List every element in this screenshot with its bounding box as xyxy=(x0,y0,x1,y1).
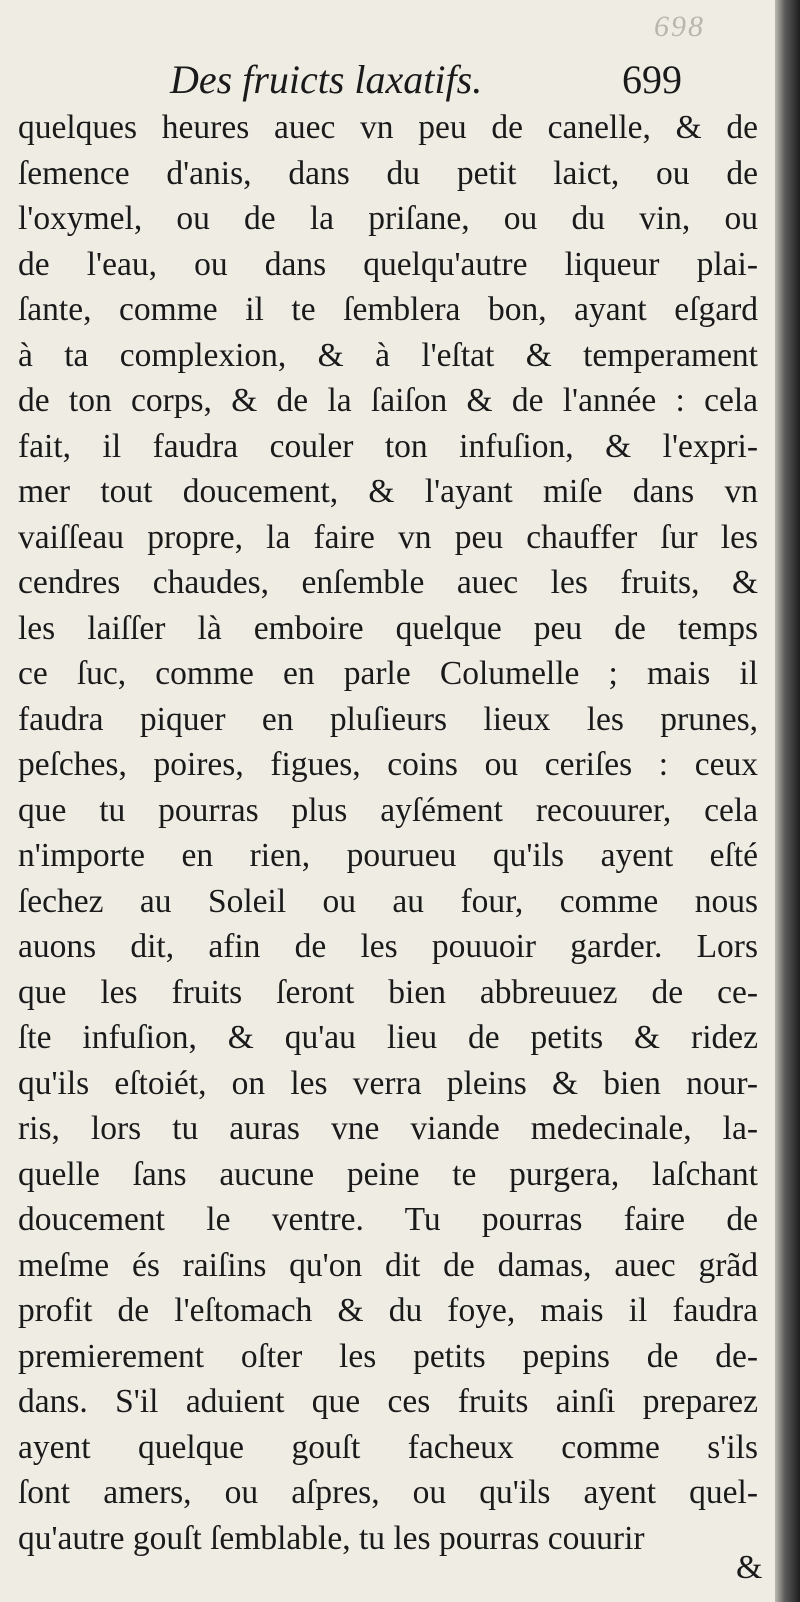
text-line: doucement le ventre. Tu pourras faire de xyxy=(18,1201,758,1238)
text-line: profit de l'eſtomach & du foye, mais il faudra xyxy=(18,1292,758,1329)
page-header xyxy=(0,50,775,110)
text-line: ayent quelque gouſt facheux comme s'ils xyxy=(18,1428,758,1466)
text-line: premierement oſter les petits pepins de de- xyxy=(18,1337,758,1375)
text-line: ſechez au Soleil ou au four, comme nous xyxy=(18,882,758,920)
text-line: ſont amers, ou aſpres, ou qu'ils ayent quel- xyxy=(18,1474,758,1511)
text-line: ris, lors tu auras vne viande medecinale, la- xyxy=(18,1110,758,1147)
running-title: Des fruicts laxatifs. xyxy=(170,57,483,102)
text-line: fait, il faudra couler ton infuſion, & l'expri- xyxy=(18,427,758,465)
text-line: faudra piquer en pluſieurs lieux les prunes, xyxy=(18,700,758,738)
text-line: qu'autre gouſt ſemblable, tu les pourras couurir xyxy=(18,1519,645,1557)
text-line: cendres chaudes, enſemble auec les fruits, & xyxy=(18,564,758,601)
text-line: dans. S'il aduient que ces fruits ainſi preparez xyxy=(18,1383,758,1420)
text-line: ſte infuſion, & qu'au lieu de petits & ridez xyxy=(18,1019,758,1056)
bleed-through-page-number: 698 xyxy=(654,10,705,43)
text-line: n'importe en rien, pourueu qu'ils ayent eſté xyxy=(18,837,758,874)
text-line: les laiſſer là emboire quelque peu de temps xyxy=(18,609,758,647)
text-line: mer tout doucement, & l'ayant miſe dans vn xyxy=(18,473,758,510)
body-text xyxy=(18,105,758,1561)
text-line: de l'eau, ou dans quelqu'autre liqueur plai- xyxy=(18,245,758,283)
catchword: & xyxy=(736,1549,763,1586)
text-line: peſches, poires, figues, coins ou ceriſes : ceux xyxy=(18,746,758,783)
text-line: ſante, comme il te ſemblera bon, ayant eſgard xyxy=(18,291,758,328)
text-line: l'oxymel, ou de la priſane, ou du vin, ou xyxy=(18,200,758,237)
text-line: meſme és raiſins qu'on dit de damas, auec grãd xyxy=(18,1246,758,1284)
page-number: 699 xyxy=(622,57,682,102)
text-line: que les fruits ſeront bien abbreuuez de ce- xyxy=(18,973,758,1011)
text-line: ſemence d'anis, dans du petit laict, ou de xyxy=(18,154,758,192)
text-line: vaiſſeau propre, la faire vn peu chauffer ſur les xyxy=(18,518,758,556)
binding-shadow xyxy=(775,0,800,1602)
text-line: ce ſuc, comme en parle Columelle ; mais il xyxy=(18,655,758,692)
text-line: quelques heures auec vn peu de canelle, & de xyxy=(18,109,758,146)
text-line: de ton corps, & de la ſaiſon & de l'année : cela xyxy=(18,382,758,419)
text-line: quelle ſans aucune peine te purgera, laſchant xyxy=(18,1155,758,1193)
text-line: à ta complexion, & à l'eſtat & temperament xyxy=(18,336,758,374)
text-line: que tu pourras plus ayſément recouurer, cela xyxy=(18,791,758,829)
text-line: qu'ils eſtoiét, on les verra pleins & bien nour- xyxy=(18,1064,758,1102)
text-line: auons dit, afin de les pouuoir garder. Lors xyxy=(18,928,758,965)
